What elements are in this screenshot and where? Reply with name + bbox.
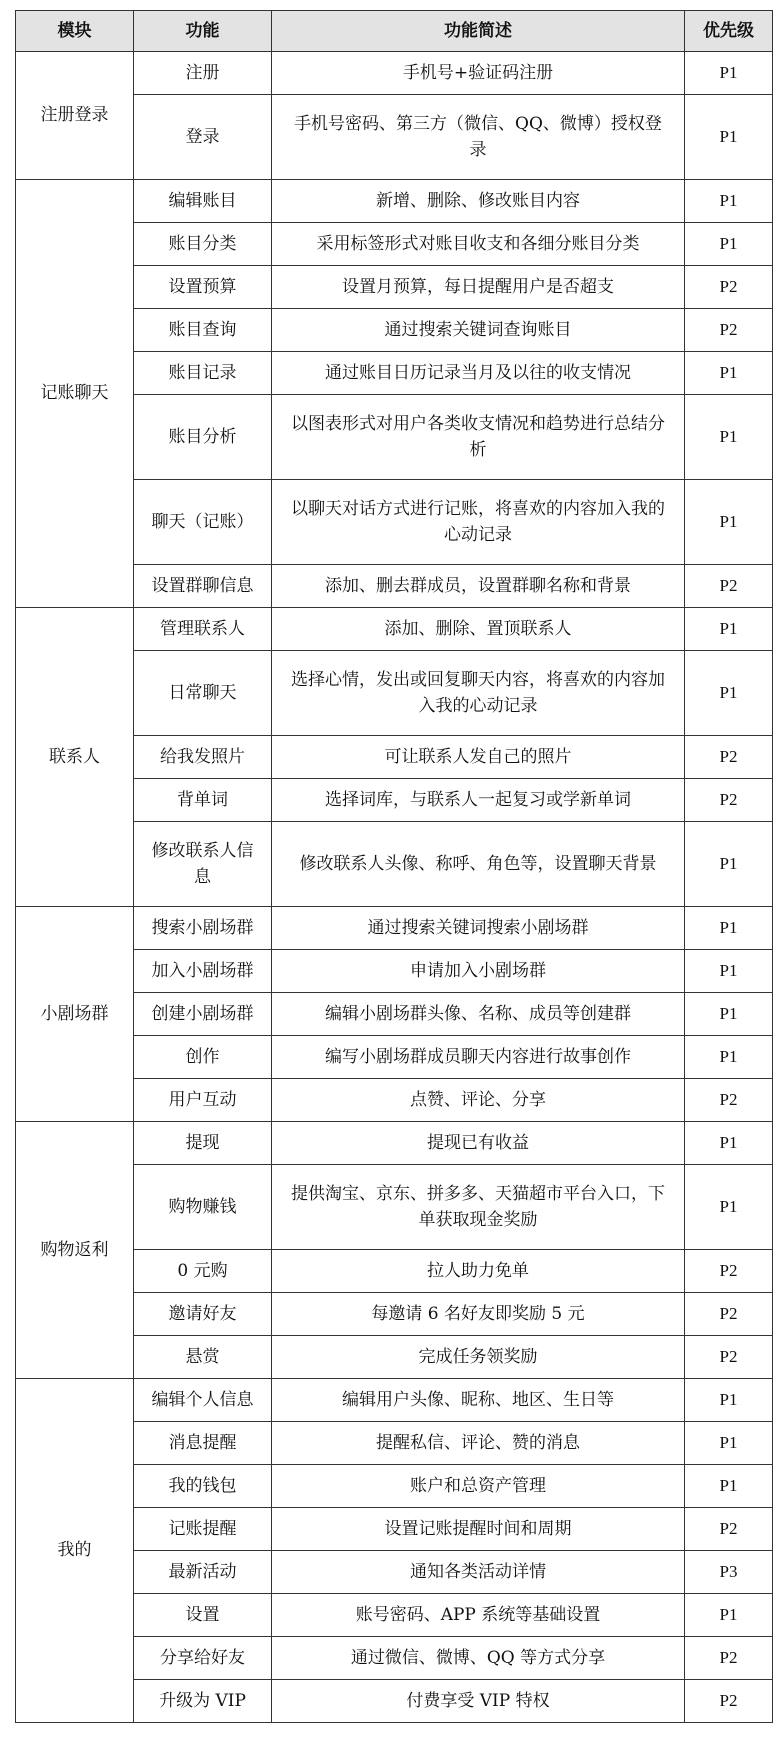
priority-cell: P1 [685,180,773,223]
description-cell: 选择心情，发出或回复聊天内容，将喜欢的内容加入我的心动记录 [272,651,685,736]
function-cell: 账目记录 [134,352,272,395]
description-cell: 提醒私信、评论、赞的消息 [272,1422,685,1465]
function-cell: 管理联系人 [134,608,272,651]
description-cell: 账号密码、APP 系统等基础设置 [272,1594,685,1637]
description-cell: 添加、删去群成员，设置群聊名称和背景 [272,565,685,608]
table-row [16,608,773,651]
priority-cell: P1 [685,352,773,395]
priority-cell: P2 [685,1079,773,1122]
feature-table [15,10,773,1723]
function-cell: 背单词 [134,779,272,822]
description-cell: 新增、删除、修改账目内容 [272,180,685,223]
description-cell: 账户和总资产管理 [272,1465,685,1508]
description-cell: 编写小剧场群成员聊天内容进行故事创作 [272,1036,685,1079]
priority-cell: P2 [685,1508,773,1551]
table-row [16,180,773,223]
function-cell: 注册 [134,52,272,95]
function-cell: 编辑账目 [134,180,272,223]
priority-cell: P1 [685,480,773,565]
table-header [16,11,773,52]
description-cell: 手机号密码、第三方（微信、QQ、微博）授权登录 [272,95,685,180]
module-cell: 购物返利 [16,1122,134,1379]
function-cell: 加入小剧场群 [134,950,272,993]
function-cell: 提现 [134,1122,272,1165]
function-cell: 设置预算 [134,266,272,309]
description-cell: 点赞、评论、分享 [272,1079,685,1122]
priority-cell: P2 [685,736,773,779]
function-cell: 搜索小剧场群 [134,907,272,950]
priority-cell: P1 [685,1594,773,1637]
description-cell: 选择词库，与联系人一起复习或学新单词 [272,779,685,822]
function-cell: 消息提醒 [134,1422,272,1465]
priority-cell: P1 [685,1036,773,1079]
priority-cell: P2 [685,266,773,309]
function-cell: 购物赚钱 [134,1165,272,1250]
description-cell: 以图表形式对用户各类收支情况和趋势进行总结分析 [272,395,685,480]
description-cell: 通过搜索关键词查询账目 [272,309,685,352]
function-cell: 账目查询 [134,309,272,352]
description-cell: 编辑用户头像、昵称、地区、生日等 [272,1379,685,1422]
priority-cell: P2 [685,565,773,608]
function-cell: 设置 [134,1594,272,1637]
header-function: 功能 [134,11,272,52]
priority-cell: P2 [685,1293,773,1336]
description-cell: 拉人助力免单 [272,1250,685,1293]
description-cell: 通过微信、微博、QQ 等方式分享 [272,1637,685,1680]
header-module: 模块 [16,11,134,52]
priority-cell: P1 [685,993,773,1036]
header-row [16,11,773,52]
priority-cell: P1 [685,822,773,907]
function-cell: 分享给好友 [134,1637,272,1680]
description-cell: 完成任务领奖励 [272,1336,685,1379]
function-cell: 聊天（记账） [134,480,272,565]
table-row [16,1379,773,1422]
priority-cell: P2 [685,1250,773,1293]
function-cell: 日常聊天 [134,651,272,736]
header-priority: 优先级 [685,11,773,52]
description-cell: 添加、删除、置顶联系人 [272,608,685,651]
priority-cell: P2 [685,309,773,352]
module-cell: 联系人 [16,608,134,907]
header-description: 功能简述 [272,11,685,52]
description-cell: 修改联系人头像、称呼、角色等，设置聊天背景 [272,822,685,907]
priority-cell: P1 [685,1165,773,1250]
description-cell: 提供淘宝、京东、拼多多、天猫超市平台入口，下单获取现金奖励 [272,1165,685,1250]
priority-cell: P2 [685,1680,773,1723]
table-row [16,52,773,95]
priority-cell: P1 [685,1422,773,1465]
description-cell: 编辑小剧场群头像、名称、成员等创建群 [272,993,685,1036]
priority-cell: P1 [685,651,773,736]
priority-cell: P1 [685,1465,773,1508]
module-cell: 我的 [16,1379,134,1723]
module-cell: 注册登录 [16,52,134,180]
description-cell: 申请加入小剧场群 [272,950,685,993]
module-cell: 小剧场群 [16,907,134,1122]
priority-cell: P2 [685,1336,773,1379]
function-cell: 创作 [134,1036,272,1079]
description-cell: 可让联系人发自己的照片 [272,736,685,779]
module-cell: 记账聊天 [16,180,134,608]
function-cell: 编辑个人信息 [134,1379,272,1422]
table-body [16,52,773,1723]
function-cell: 最新活动 [134,1551,272,1594]
table-row [16,907,773,950]
priority-cell: P1 [685,907,773,950]
description-cell: 通过账目日历记录当月及以往的收支情况 [272,352,685,395]
description-cell: 通知各类活动详情 [272,1551,685,1594]
priority-cell: P1 [685,52,773,95]
function-cell: 账目分析 [134,395,272,480]
priority-cell: P3 [685,1551,773,1594]
function-cell: 0 元购 [134,1250,272,1293]
description-cell: 手机号+验证码注册 [272,52,685,95]
description-cell: 以聊天对话方式进行记账，将喜欢的内容加入我的心动记录 [272,480,685,565]
function-cell: 账目分类 [134,223,272,266]
description-cell: 设置月预算，每日提醒用户是否超支 [272,266,685,309]
function-cell: 邀请好友 [134,1293,272,1336]
description-cell: 采用标签形式对账目收支和各细分账目分类 [272,223,685,266]
description-cell: 通过搜索关键词搜索小剧场群 [272,907,685,950]
priority-cell: P1 [685,395,773,480]
description-cell: 提现已有收益 [272,1122,685,1165]
function-cell: 升级为 VIP [134,1680,272,1723]
priority-cell: P1 [685,608,773,651]
function-cell: 悬赏 [134,1336,272,1379]
priority-cell: P1 [685,950,773,993]
function-cell: 设置群聊信息 [134,565,272,608]
function-cell: 登录 [134,95,272,180]
description-cell: 设置记账提醒时间和周期 [272,1508,685,1551]
function-cell: 修改联系人信息 [134,822,272,907]
function-cell: 给我发照片 [134,736,272,779]
function-cell: 用户互动 [134,1079,272,1122]
function-cell: 我的钱包 [134,1465,272,1508]
description-cell: 每邀请 6 名好友即奖励 5 元 [272,1293,685,1336]
priority-cell: P2 [685,779,773,822]
function-cell: 记账提醒 [134,1508,272,1551]
priority-cell: P2 [685,1637,773,1680]
priority-cell: P1 [685,1122,773,1165]
priority-cell: P1 [685,95,773,180]
priority-cell: P1 [685,1379,773,1422]
function-cell: 创建小剧场群 [134,993,272,1036]
table-row [16,1122,773,1165]
description-cell: 付费享受 VIP 特权 [272,1680,685,1723]
priority-cell: P1 [685,223,773,266]
